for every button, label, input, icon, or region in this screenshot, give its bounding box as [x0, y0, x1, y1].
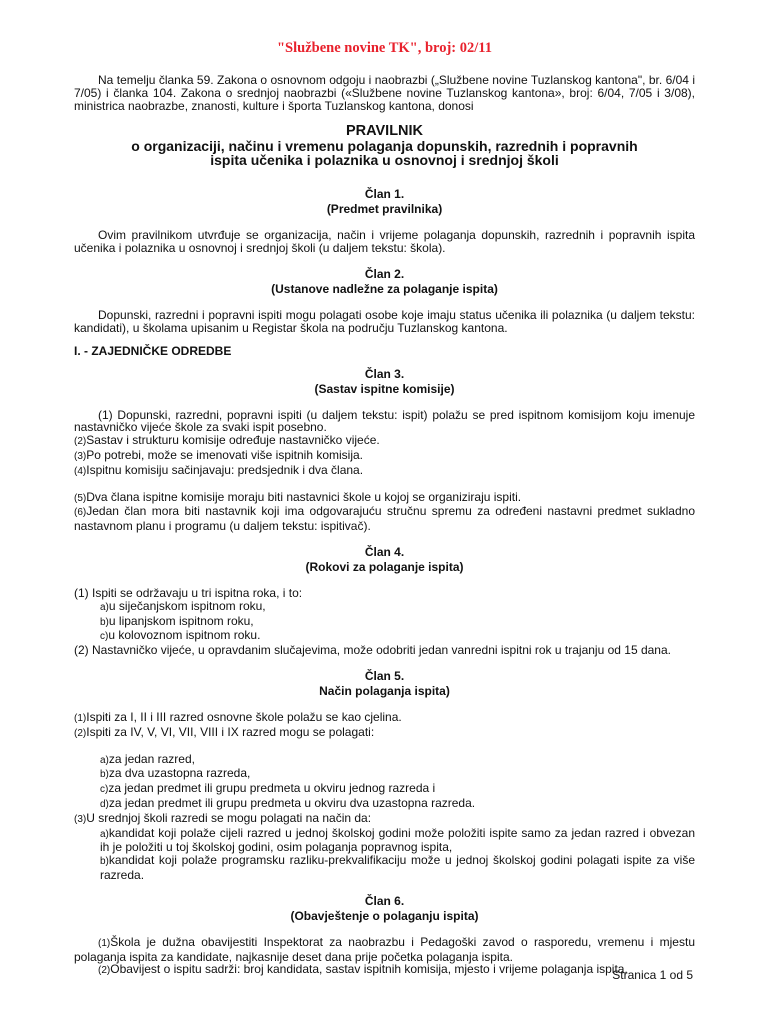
article-3-para-5: (5)Dva člana ispitne komisije moraju biti nastavnici škole u kojoj se organiziraju ispiti. [74, 489, 522, 504]
page-number: Stranica 1 od 5 [612, 968, 693, 982]
article-4-item-b: b)u lipanjskom ispitnom roku, [100, 613, 254, 628]
article-6-para-1: (1)Škola je dužna obavijestiti Inspektorat za naobrazbu i Pedagoški zavod o rasporedu, vremenu i mjestu polaganja ispita za kandidate, najkasnije deset dana prije početka polaganja ispita. [74, 934, 695, 964]
document-title: PRAVILNIK [345, 123, 424, 140]
article-5-para-2: (2)Ispiti za IV, V, VI, VII, VIII i IX razred mogu se polagati: [74, 724, 375, 739]
preamble: Na temelju članka 59. Zakona o osnovnom odgoju i naobrazbi („Službene novine Tuzlanskog kantona", br. 6/04 i 7/05) i članka 104. Zakona o srednjoj naobrazbi («Službene novine Tuzlanskog kantona», broj: 6/04, 7/05 i 3/08), ministrica naobrazbe, znanosti, kulture i športa Tuzlanskog kantona, donosi [74, 73, 695, 113]
gazette-header: "Službene novine TK", broj: 02/11 [277, 40, 492, 56]
article-4-subtitle: (Rokovi za polaganje ispita) [305, 559, 464, 574]
article-4-item-a: a)u siječanjskom ispitnom roku, [100, 598, 266, 613]
article-3-para-4: (4)Ispitnu komisiju sačinjavaju: predsjednik i dva člana. [74, 462, 364, 477]
article-5-item-d: d)za jedan predmet ili grupu predmeta u okviru dva uzastopna razreda. [100, 795, 476, 810]
article-5-item-a: a)za jedan razred, [100, 751, 195, 766]
article-4-para-2: (2) Nastavničko vijeće, u opravdanim slučajevima, može odobriti jedan vanredni ispitni rok u trajanju od 15 dana. [74, 643, 671, 658]
article-3-para-6: (6)Jedan član mora biti nastavnik koji ima odgovarajuću stručnu spremu za određeni nastavni predmet sukladno nastavnom planu i programu (u daljem tekstu: ispitivač). [74, 504, 695, 534]
article-2-text: Dopunski, razredni i popravni ispiti mogu polagati osobe koje imaju status učenika ili polaznika (u daljem tekstu: kandidati), u školama upisanim u Registar škola na području Tuzlanskog kantona. [74, 307, 695, 335]
article-5-item-b: b)za dva uzastopna razreda, [100, 766, 251, 781]
article-1-title: Član 1. [364, 187, 405, 202]
article-6-subtitle: (Obavještenje o polaganju ispita) [290, 908, 479, 923]
document-subtitle-line-2: ispita učenika i polaznika u osnovnoj i srednjoj školi [210, 152, 559, 169]
document-subtitle-line-1: o organizaciji, načinu i vremenu polaganja dopunskih, razrednih i popravnih [131, 138, 638, 155]
article-4-para-1: (1) Ispiti se održavaju u tri ispitna roka, i to: [74, 585, 303, 600]
article-6-title: Član 6. [364, 893, 405, 908]
article-1-subtitle: (Predmet pravilnika) [326, 202, 443, 217]
article-5-para-1: (1)Ispiti za I, II i III razred osnovne škole polažu se kao cjelina. [74, 709, 402, 724]
article-3-subtitle: (Sastav ispitne komisije) [314, 381, 455, 396]
article-5-title: Član 5. [364, 668, 405, 683]
article-4-title: Član 4. [364, 544, 405, 559]
article-3-para-3: (3)Po potrebi, može se imenovati više ispitnih komisija. [74, 447, 364, 462]
article-1-text: Ovim pravilnikom utvrđuje se organizacija, način i vrijeme polaganja dopunskih, razrednih i popravnih ispita učenika i polaznika u osnovnoj i srednjoj školi (u daljem tekstu: škola). [74, 228, 695, 256]
article-6-para-2: (2)Obavijest o ispitu sadrži: broj kandidata, sastav ispitnih komisija, mjesto i vrijeme polaganja ispita. [98, 962, 628, 977]
article-2-title: Član 2. [364, 266, 405, 281]
article-4-item-c: c)u kolovoznom ispitnom roku. [100, 628, 261, 643]
document-page [74, 40, 695, 978]
article-5-item-c: c)za jedan predmet ili grupu predmeta u okviru jednog razreda i [100, 781, 436, 796]
article-2-subtitle: (Ustanove nadležne za polaganje ispita) [271, 281, 498, 296]
article-5-item-b2: b)kandidat koji polaže programsku razliku-prekvalifikaciju može u jednoj školskoj godini polagati ispite za više razreda. [100, 853, 695, 882]
article-5-item-a2: a)kandidat koji polaže cijeli razred u jednoj školskoj godini može položiti ispite samo za jedan razred i obvezan ih je položiti u toj školskoj godini, osim polaganja popravnog ispita, [100, 825, 695, 855]
article-5-para-3: (3)U srednjoj školi razredi se mogu polagati na način da: [74, 810, 372, 825]
article-3-title: Član 3. [364, 366, 405, 381]
article-5-subtitle: Način polaganja ispita) [319, 683, 450, 698]
article-3-para-1: (1) Dopunski, razredni, popravni ispiti (u daljem tekstu: ispit) polažu se pred ispitnom komisijom koju imenuje nastavničko vijeće škole za svaki ispit posebno. [74, 407, 695, 435]
section-heading: I. - ZAJEDNIČKE ODREDBE [74, 343, 232, 358]
article-3-para-2: (2)Sastav i strukturu komisije određuje nastavničko vijeće. [74, 433, 380, 448]
